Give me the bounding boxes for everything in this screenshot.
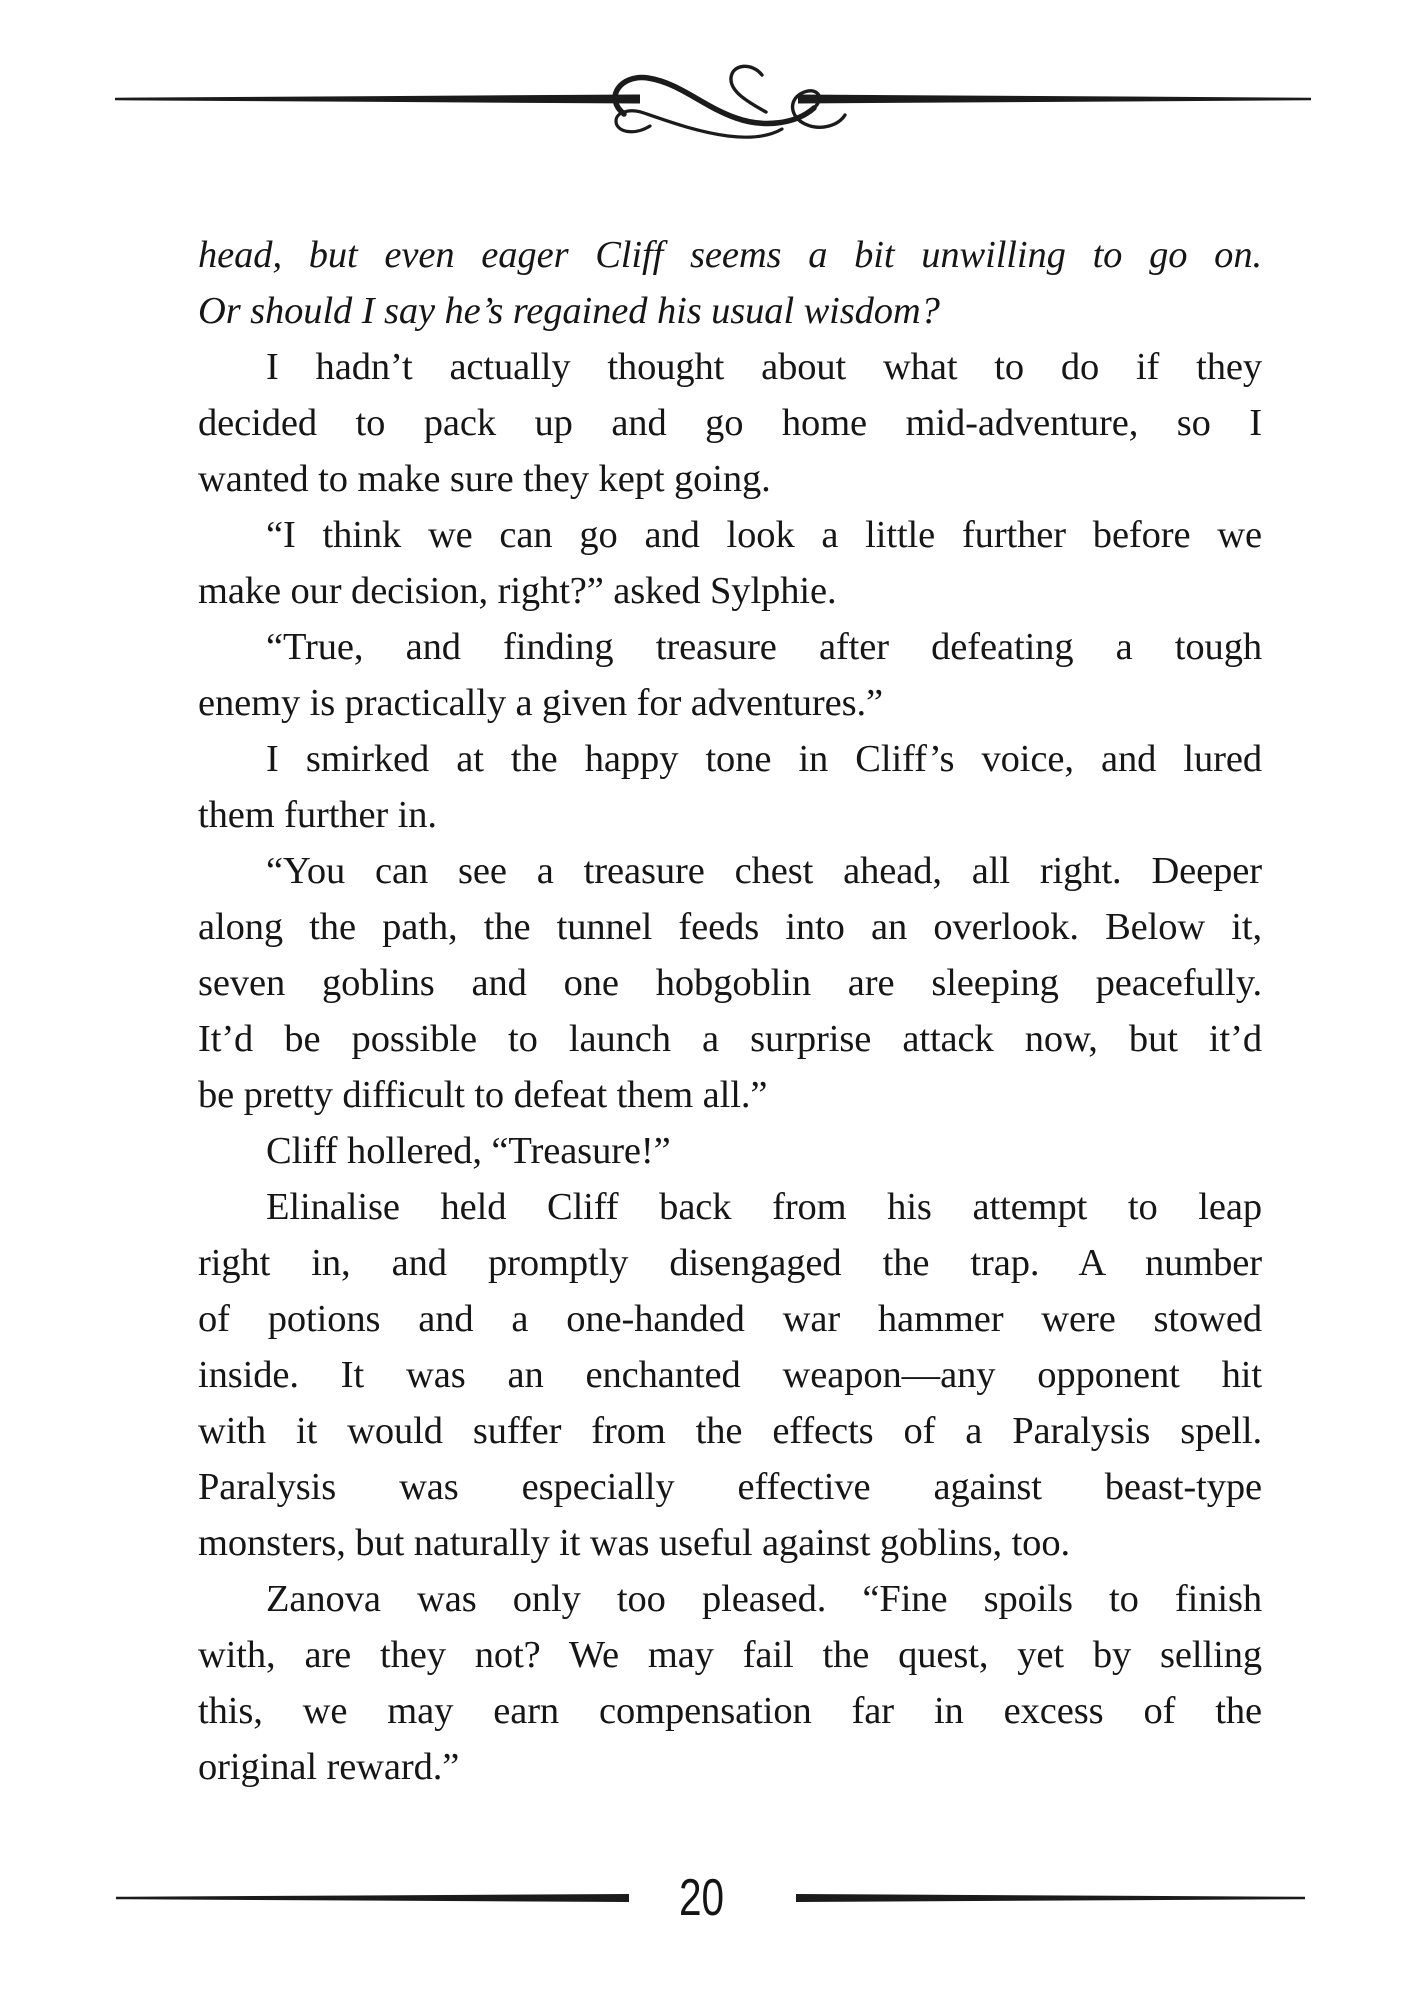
header-divider bbox=[0, 20, 1403, 180]
text-line: seven goblins and one hobgoblin are sleeping peacefully. bbox=[198, 962, 1262, 1004]
text-line: decided to pack up and go home mid-adventure, so I bbox=[198, 402, 1262, 444]
text-line: I smirked at the happy tone in Cliff’s voice, and lured bbox=[266, 738, 1262, 780]
text-line: with it would suffer from the effects of a Paralysis spell. bbox=[198, 1410, 1262, 1452]
page-text bbox=[198, 227, 1262, 1795]
text-line: Or should I say he’s regained his usual wisdom? bbox=[198, 290, 940, 332]
text-line: right in, and promptly disengaged the trap. A number bbox=[198, 1242, 1262, 1284]
text-line: monsters, but naturally it was useful against goblins, too. bbox=[198, 1522, 1071, 1564]
page-number: 20 bbox=[678, 1869, 725, 1927]
text-line: this, we may earn compensation far in excess of the bbox=[198, 1690, 1262, 1732]
text-line: of potions and a one-handed war hammer were stowed bbox=[198, 1298, 1262, 1340]
text-line: original reward.” bbox=[198, 1746, 460, 1788]
text-line: make our decision, right?” asked Sylphie. bbox=[198, 570, 837, 612]
header-rule-left bbox=[115, 95, 640, 104]
text-line: I hadn’t actually thought about what to do if they bbox=[266, 346, 1262, 388]
text-line: inside. It was an enchanted weapon—any opponent hit bbox=[198, 1354, 1262, 1396]
text-line: “You can see a treasure chest ahead, all right. Deeper bbox=[266, 850, 1262, 892]
text-line: with, are they not? We may fail the quest, yet by selling bbox=[198, 1634, 1262, 1676]
text-line: them further in. bbox=[198, 794, 437, 836]
text-line: be pretty difficult to defeat them all.” bbox=[198, 1074, 768, 1116]
text-line: Paralysis was especially effective against beast-type bbox=[198, 1466, 1262, 1508]
text-line: head, but even eager Cliff seems a bit unwilling to go on. bbox=[198, 234, 1262, 276]
text-line: “I think we can go and look a little further before we bbox=[266, 514, 1262, 556]
text-line: along the path, the tunnel feeds into an overlook. Below it, bbox=[198, 906, 1262, 948]
text-line: Zanova was only too pleased. “Fine spoils to finish bbox=[266, 1578, 1262, 1620]
text-line: “True, and finding treasure after defeating a tough bbox=[266, 626, 1262, 668]
header-rule-right bbox=[798, 95, 1311, 104]
text-line: It’d be possible to launch a surprise attack now, but it’d bbox=[198, 1018, 1262, 1060]
text-line: Cliff hollered, “Treasure!” bbox=[266, 1130, 671, 1172]
text-line: enemy is practically a given for adventures.” bbox=[198, 682, 884, 724]
text-line: wanted to make sure they kept going. bbox=[198, 458, 771, 500]
text-line: Elinalise held Cliff back from his attempt to leap bbox=[266, 1186, 1262, 1228]
